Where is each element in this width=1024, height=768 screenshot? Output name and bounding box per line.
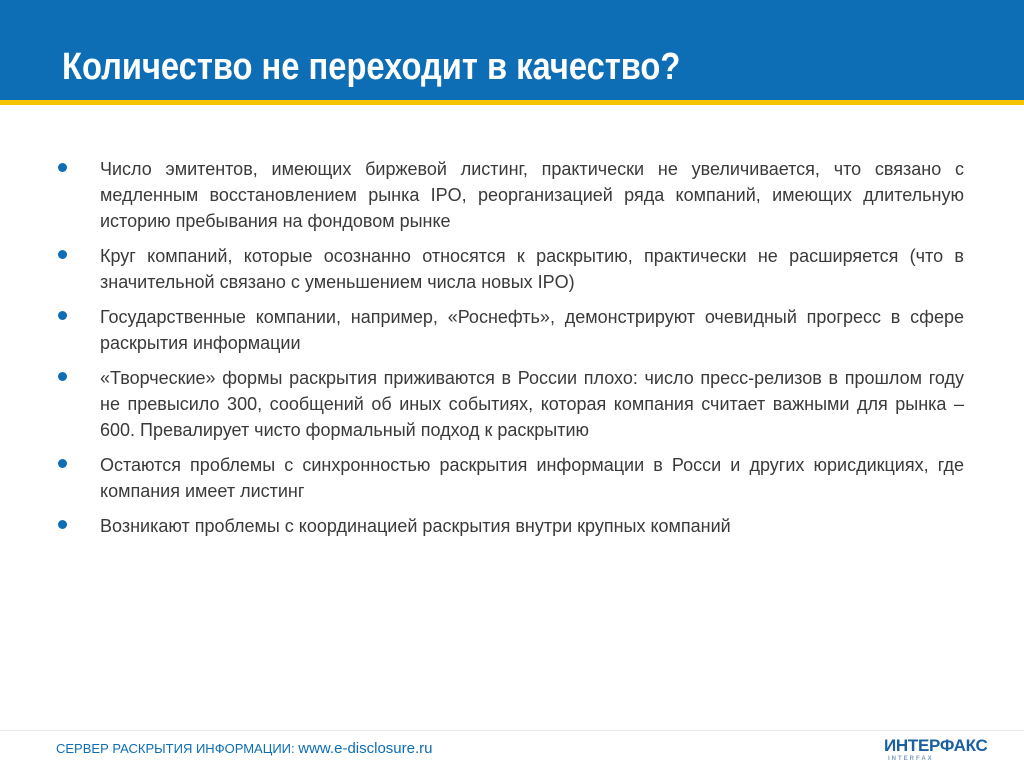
bullet-text: Возникают проблемы с координацией раскрытия внутри крупных компаний xyxy=(100,516,731,536)
bullet-item xyxy=(58,304,964,356)
footer-label xyxy=(56,741,432,757)
footer-url-link[interactable]: www.e-disclosure.ru xyxy=(298,740,433,757)
slide-title: Количество не переходит в качество? xyxy=(62,46,681,88)
bullet-dot-icon xyxy=(58,250,67,259)
bullet-item xyxy=(58,365,964,443)
bullet-dot-icon xyxy=(58,163,67,172)
bullet-text: Число эмитентов, имеющих биржевой листинг, практически не увеличивается, что связано с медленным восстановлением рынка IPO, реорганизацией ряда компаний, имеющих длительную историю пребывания на фондовом рынке xyxy=(100,159,964,231)
bullet-item xyxy=(58,452,964,504)
footer-label-text: СЕРВЕР РАСКРЫТИЯ ИНФОРМАЦИИ: xyxy=(56,741,295,756)
logo-name: ИНТЕРФАКС xyxy=(884,736,988,755)
bullet-dot-icon xyxy=(58,372,67,381)
footer-divider xyxy=(0,730,1024,731)
bullet-item xyxy=(58,243,964,295)
logo-subtitle: INTERFAX xyxy=(888,756,934,762)
bullet-dot-icon xyxy=(58,459,67,468)
bullet-text: Остаются проблемы с синхронностью раскрытия информации в Росси и других юрисдикциях, где компания имеет листинг xyxy=(100,455,964,501)
bullet-item xyxy=(58,513,964,539)
bullet-text: «Творческие» формы раскрытия приживаются в России плохо: число пресс-релизов в прошлом году не превысило 300, сообщений об иных событиях, которая компания считает важными для рынка – 600. Превалирует чисто формальный подход к раскрытию xyxy=(100,368,964,440)
interfax-logo xyxy=(884,736,988,766)
bullet-text: Круг компаний, которые осознанно относятся к раскрытию, практически не расширяется (что в значительной связано с уменьшением числа новых IPO) xyxy=(100,246,964,292)
bullet-list xyxy=(58,156,964,548)
bullet-dot-icon xyxy=(58,520,67,529)
bullet-dot-icon xyxy=(58,311,67,320)
header-stripe xyxy=(0,100,1024,105)
bullet-item xyxy=(58,156,964,234)
bullet-text: Государственные компании, например, «Роснефть», демонстрируют очевидный прогресс в сфере раскрытия информации xyxy=(100,307,964,353)
